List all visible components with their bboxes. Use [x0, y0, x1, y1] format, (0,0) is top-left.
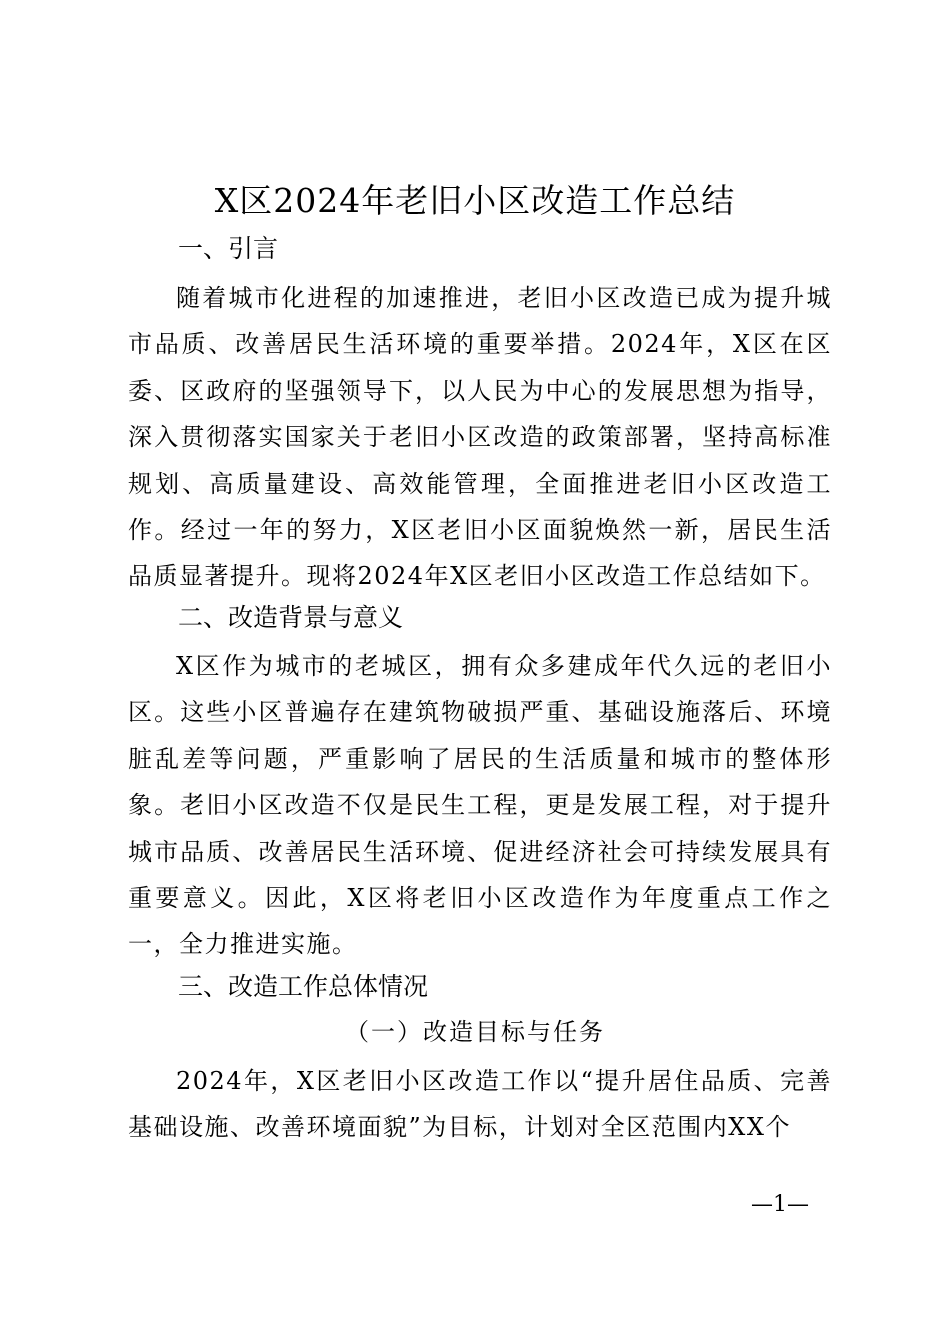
section-heading-introduction: 一、引言	[178, 234, 279, 263]
page-number: —1—	[751, 1192, 809, 1217]
subsection-heading-goals: （一）改造目标与任务	[345, 1018, 605, 1046]
section-heading-overview: 三、改造工作总体情况	[178, 972, 429, 1001]
document-title: X区2024年老旧小区改造工作总结	[214, 181, 736, 220]
section-heading-background: 二、改造背景与意义	[178, 603, 404, 632]
paragraph-goals: 2024年，X区老旧小区改造工作以“提升居住品质、完善基础设施、改善环境面貌”为目标，计划对全区范围内XX个	[128, 1067, 832, 1142]
paragraph-background: X区作为城市的老城区，拥有众多建成年代久远的老旧小区。这些小区普遍存在建筑物破损严重、基础设施落后、环境脏乱差等问题，严重影响了居民的生活质量和城市的整体形象。老旧小区改造不仅是民生工程，更是发展工程，对于提升城市品质、改善居民生活环境、促进经济社会可持续发展具有重要意义。因此，X区将老旧小区改造作为年度重点工作之一，全力推进实施。	[128, 652, 832, 959]
paragraph-introduction: 随着城市化进程的加速推进，老旧小区改造已成为提升城市品质、改善居民生活环境的重要举措。2024年，X区在区委、区政府的坚强领导下，以人民为中心的发展思想为指导，深入贯彻落实国家关于老旧小区改造的政策部署，坚持高标准规划、高质量建设、高效能管理，全面推进老旧小区改造工作。经过一年的努力，X区老旧小区面貌焕然一新，居民生活品质显著提升。现将2024年X区老旧小区改造工作总结如下。	[128, 284, 832, 591]
